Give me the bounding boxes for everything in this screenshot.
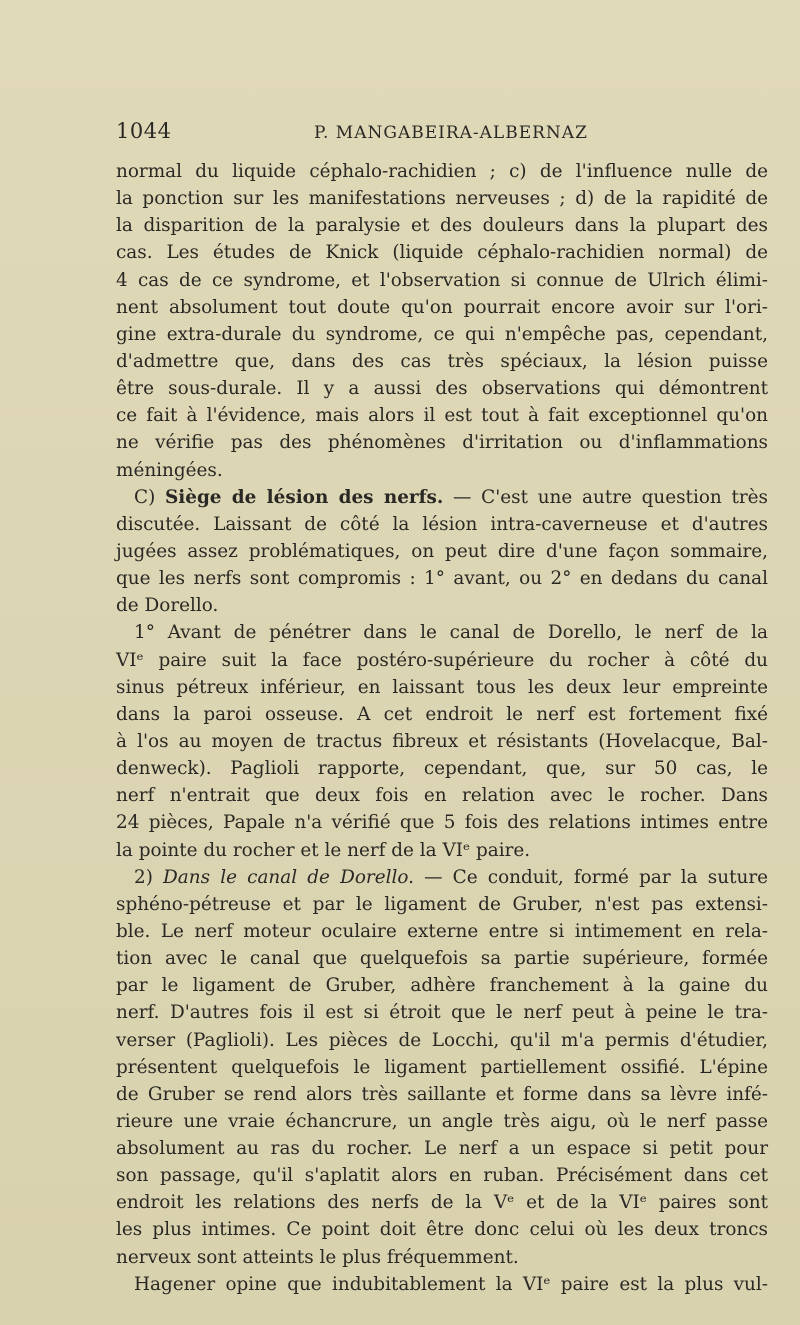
text-line: tion avec le canal que quelquefois sa partie supérieure, formée: [116, 948, 768, 970]
text-line: être sous-durale. Il y a aussi des observations qui démontrent: [116, 378, 768, 400]
line-rest: — C'est une autre question très: [443, 486, 768, 508]
text-line: normal du liquide céphalo-rachidien ; c) de l'influence nulle de: [116, 161, 768, 182]
page-header: [116, 116, 766, 156]
text-line: nent absolument tout doute qu'on pourrait encore avoir sur l'ori-: [116, 296, 768, 318]
text-line: ce fait à l'évidence, mais alors il est tout à fait exceptionnel qu'on: [116, 405, 768, 427]
text-line: la ponction sur les manifestations nerveuses ; d) de la rapidité de: [116, 188, 768, 210]
text-line: la pointe du rocher et le nerf de la VIᵉ paire.: [116, 839, 531, 861]
text-line: discutée. Laissant de côté la lésion intra-caverneuse et d'autres: [116, 513, 768, 535]
text-line: verser (Paglioli). Les pièces de Locchi, qu'il m'a permis d'étudier,: [116, 1029, 768, 1051]
text-line: rieure une vraie échancrure, un angle très aigu, où le nerf passe: [116, 1110, 768, 1132]
text-line: les plus intimes. Ce point doit être donc celui où les deux troncs: [116, 1219, 768, 1241]
text-line: de Dorello.: [116, 595, 219, 617]
text-line: à l'os au moyen de tractus fibreux et résistants (Hovelacque, Bal-: [116, 730, 768, 752]
text-line: dans la paroi osseuse. A cet endroit le nerf est fortement fixé: [116, 703, 768, 725]
text-line: cas. Les études de Knick (liquide céphalo-rachidien normal) de: [116, 242, 768, 264]
text-line: la disparition de la paralysie et des douleurs dans la plupart des: [116, 215, 768, 237]
section-heading: Siège de lésion des nerfs.: [164, 486, 444, 508]
text-line: sphéno-pétreuse et par le ligament de Gruber, n'est pas extensi-: [116, 893, 768, 915]
text-line: endroit les relations des nerfs de la Vᵉ et de la VIᵉ paires sont: [116, 1192, 768, 1214]
text-line: nerf. D'autres fois il est si étroit que le nerf peut à peine le tra-: [116, 1002, 768, 1024]
text-line: denweck). Paglioli rapporte, cependant, que, sur 50 cas, le: [116, 758, 768, 780]
text-line: ne vérifie pas des phénomènes d'irritation ou d'inflammations: [116, 432, 768, 454]
text-line: d'admettre que, dans des cas très spéciaux, la lésion puisse: [116, 350, 768, 372]
text-line: absolument au ras du rocher. Le nerf a un espace si petit pour: [116, 1138, 768, 1160]
text-line: [116, 864, 768, 891]
text-line: de Gruber se rend alors très saillante et forme dans sa lèvre infé-: [116, 1083, 768, 1105]
text-line: 4 cas de ce syndrome, et l'observation si connue de Ulrich élimi-: [116, 269, 768, 291]
text-line: [116, 484, 768, 511]
text-line: que les nerfs sont compromis : 1° avant, ou 2° en dedans du canal: [116, 568, 768, 590]
text-line: présentent quelquefois le ligament partiellement ossifié. L'épine: [116, 1056, 768, 1078]
line-lead: 2): [134, 866, 164, 888]
text-line: Hagener opine que indubitablement la VIᵉ paire est la plus vul-: [134, 1273, 768, 1295]
text-line: méningées.: [116, 459, 223, 481]
text-line: 24 pièces, Papale n'a vérifié que 5 fois des relations intimes entre: [116, 812, 768, 834]
text-line: 1° Avant de pénétrer dans le canal de Dorello, le nerf de la: [134, 622, 768, 644]
text-line: VIᵉ paire suit la face postéro-supérieure du rocher à côté du: [116, 649, 768, 671]
subsection-heading: Dans le canal de Dorello.: [163, 866, 414, 888]
text-line: son passage, qu'il s'aplatit alors en ruban. Précisément dans cet: [116, 1165, 768, 1187]
text-line: gine extra-durale du syndrome, ce qui n'empêche pas, cependant,: [116, 323, 768, 345]
text-line: nerf n'entrait que deux fois en relation avec le rocher. Dans: [116, 785, 768, 807]
text-line: ble. Le nerf moteur oculaire externe entre si intimement en rela-: [116, 920, 768, 942]
body-text: [116, 158, 768, 1298]
text-line: jugées assez problématiques, on peut dire d'une façon sommaire,: [116, 540, 768, 562]
text-line: sinus pétreux inférieur, en laissant tous les deux leur empreinte: [116, 676, 768, 698]
text-line: nerveux sont atteints le plus fréquemment.: [116, 1246, 519, 1268]
running-head: P. MANGABEIRA-ALBERNAZ: [314, 123, 588, 143]
line-lead: C): [134, 486, 165, 508]
page-number: 1044: [116, 119, 172, 143]
text-line: par le ligament de Gruber, adhère franchement à la gaine du: [116, 975, 768, 997]
line-rest: — Ce conduit, formé par la suture: [413, 866, 768, 888]
